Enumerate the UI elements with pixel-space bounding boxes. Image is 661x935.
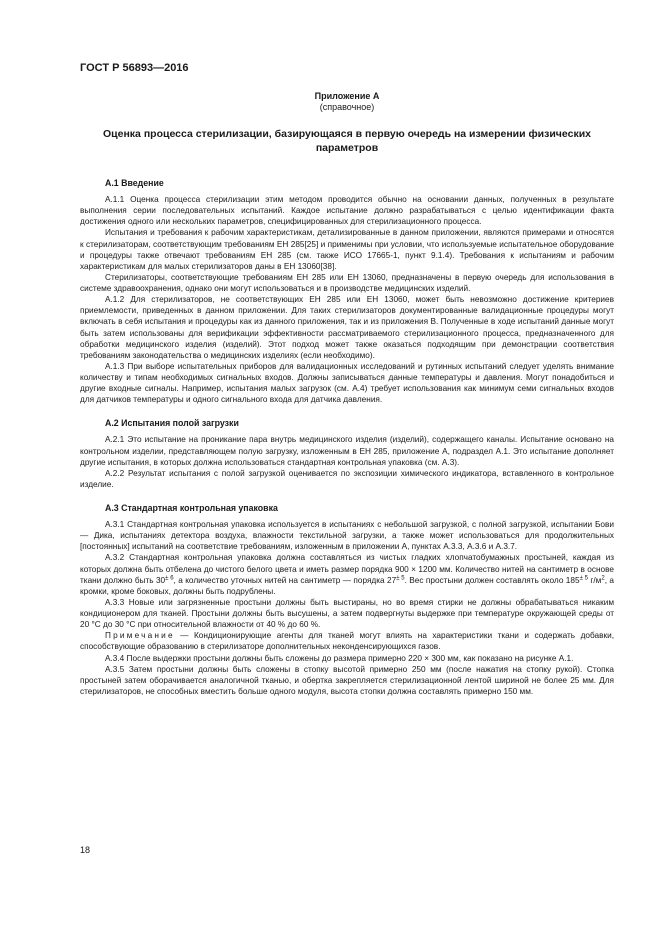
appendix-header [80, 91, 614, 113]
tolerance-superscript: ± 5 [579, 574, 588, 581]
page-number: 18 [80, 845, 91, 855]
paragraph-a3-5: А.3.5 Затем простыни должны быть сложены в стопку высотой примерно 250 мм (после нажатия на стопку рукой). Стопка простыней затем оборачивается аналогичной тканью, и обертка закрепляется стерилизационной лентой шириной не более 25 мм. Для стерилизаторов, не способных вместить больше одного модуля, высота стопки должна составлять примерно 150 мм. [80, 664, 614, 696]
document-code: ГОСТ Р 56893—2016 [80, 62, 189, 74]
paragraph-a1-3: Стерилизаторы, соответствующие требованиям ЕН 285 или ЕН 13060, предназначены в первую очередь для использования в системе здравоохранения, однако они могут использоваться и в производстве медицинских изделий. [80, 272, 614, 293]
paragraph-a3-1: А.3.1 Стандартная контрольная упаковка используется в испытаниях с небольшой загрузкой, с полной загрузкой, испытании Бови — Дика, испытаниях детектора воздуха, влажности текстильной загрузки, а также может использоваться для продолжительных [постоянных] испытаний на соответствие требованиям, изложенным в приложении А, пунктах А.3.3, А.3.6 и А.3.7. [80, 520, 614, 552]
section-heading-a1: А.1 Введение [105, 178, 164, 188]
appendix-title: Приложение А [314, 91, 380, 101]
section-heading-a2: А.2 Испытания полой загрузки [105, 418, 239, 429]
paragraph-a3-2 [80, 552, 614, 597]
paragraph-a3-4: А.3.4 После выдержки простыни должны быть сложены до размера примерно 220 × 300 мм, как показано на рисунке А.1. [105, 653, 574, 663]
page-title: Оценка процесса стерилизации, базирующаяся в первую очередь на измерении физических параметров [103, 128, 591, 154]
note-label: Примечание [105, 631, 175, 641]
paragraph-a1-1: А.1.1 Оценка процесса стерилизации этим методом проводится обычно на основании данных, полученных в результате выполнения серии последовательных испытаний. Каждое испытание должно разрабатываться с целью идентификации факта достижения одного или нескольких параметров, специфицированных для стерилизационного процесса. [80, 195, 614, 227]
paragraph-a2-1: А.2.1 Это испытание на проникание пара внутрь медицинского изделия (изделий), содержащего каналы. Испытание основано на контрольном изделии, представляющем полую загрузку, изложенным в ЕН 285, приложение А, подраздел А.1. Это испытание дополняет другие испытания, в которых должна использоваться стандартная контрольная упаковка (см. А.3). [80, 435, 614, 467]
paragraph-a3-2-part: . Вес простыни должен составлять около 185 [404, 575, 580, 585]
paragraph-a3-3: А.3.3 Новые или загрязненные простыни должны быть выстираны, но во время стирки не должны обрабатываться никаким кондиционером для тканей. Простыни должны быть высушены, а затем подвергнуты выдержке при температуре окружающей среды от 20 °С до 30 °С при относительной влажности от 40 % до 60 %. [80, 597, 614, 630]
paragraph-a2-2: А.2.2 Результат испытания с полой загрузкой оценивается по экспозиции химического индикатора, вставленного в контрольное изделие. [80, 468, 614, 489]
paragraph-a1-4: А.1.2 Для стерилизаторов, не соответствующих ЕН 285 или ЕН 13060, может быть невозможно достижение критериев приемлемости, приведенных в данном приложении. Для таких стерилизаторов документированные валидационные процедуры могут включать в себя испытания и процедуры как из данного приложения, так и из приложения В. Полученные в ходе испытаний данные могут быть затем использованы для верификации эффективности рассматриваемого стерилизационного процесса, предназначенного для обработки медицинского изделия (изделий). Этот подход может также оказаться подходящим при демонстрации соответствия требованиям законодательства о медицинских изделиях (если необходимо). [80, 295, 614, 360]
paragraph-a3-2-part: , а кромки, кроме боковых, должны быть подрублены. [80, 575, 614, 596]
paragraph-a3-2-part: А.3.2 Стандартная контрольная упаковка должна составляться из чистых гладких хлопчатобумажных простыней, каждая из которых должна быть отбелена до чистого белого цвета и иметь размер порядка 900 × 1200 мм. Количество нитей на сантиметр в основе ткани должно быть 30 [80, 553, 614, 585]
tolerance-superscript: ± 5 [396, 574, 405, 581]
paragraph-a1-5: А.1.3 При выборе испытательных приборов для валидационных исследований и рутинных испытаний следует уделять внимание количеству и типам необходимых сигнальных входов. Должны записываться данные температуры и давления. Могут понадобиться и другие входные сигналы. Например, испытания малых загрузок (см. А.4) требует использования как минимум семи сигнальных входов для датчиков температуры и одного сигнального входа для датчика давления. [80, 361, 614, 405]
appendix-subtitle: (справочное) [319, 102, 375, 112]
paragraph-a1-2: Испытания и требования к рабочим характеристикам, детализированные в данном приложении, являются примерами и относятся к стерилизаторам, соответствующим требованиям ЕН 285[25] и применимы при условии, что используемые испытательное оборудование и процедуры также отвечают требованиям ЕН 285 (см. также ИСО 17665-1, пункт 9.1.4). Требования к испытаниям и рабочим характеристикам для малых стерилизаторов даны в ЕН 13060[38]. [80, 228, 614, 271]
note [80, 630, 614, 652]
paragraph-a3-2-part: , а количество уточных нитей на сантиметр — порядка 27 [173, 575, 397, 585]
unit-superscript: 2 [601, 574, 605, 581]
note-text: — Кондиционирующие агенты для тканей могут влиять на характеристики ткани и содержать добавки, способствующие образованию в стерилизаторе дополнительных неконденсирующихся газов. [80, 631, 614, 652]
paragraph-a3-2-part: г/м [587, 575, 602, 585]
document-body [80, 177, 614, 697]
section-heading-a3: А.3 Стандартная контрольная упаковка [105, 503, 278, 513]
tolerance-superscript: ± 6 [165, 574, 174, 581]
